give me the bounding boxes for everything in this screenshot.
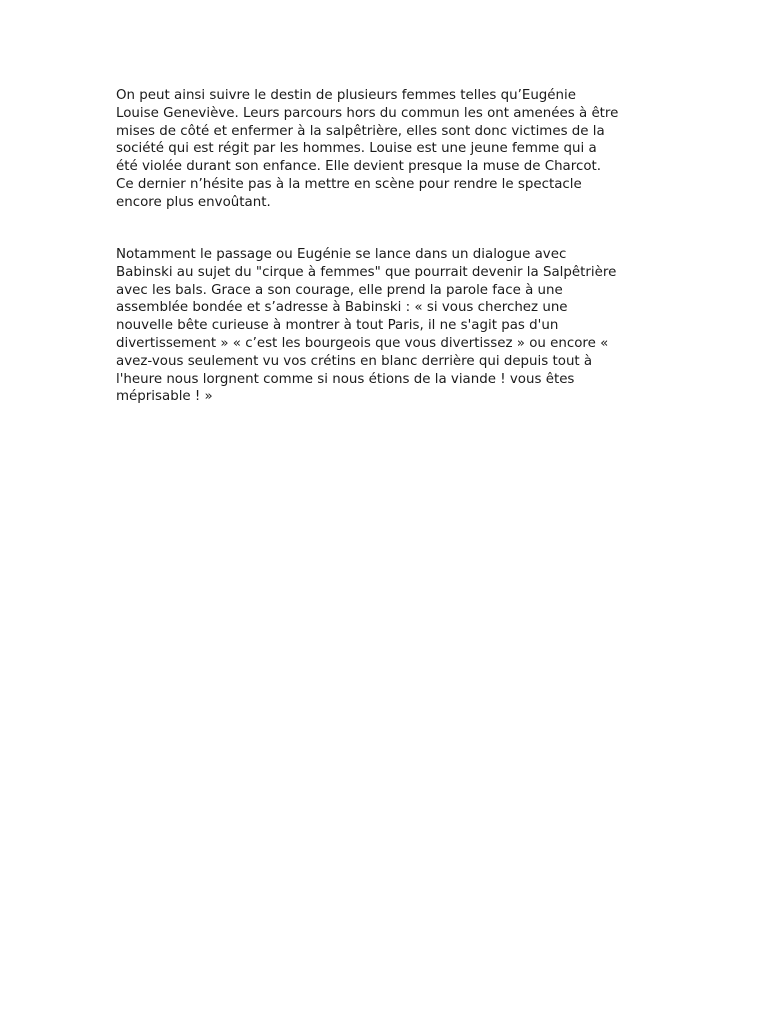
paragraph-line: l'heure nous lorgnent comme si nous étions de la viande ! vous êtes (116, 371, 575, 387)
paragraph-1 (116, 87, 656, 212)
paragraph-line: nouvelle bête curieuse à montrer à tout Paris, il ne s'agit pas d'un (116, 318, 559, 334)
paragraph-line: avez-vous seulement vu vos crétins en blanc derrière qui depuis tout à (116, 353, 593, 369)
paragraph-line: Babinski au sujet du "cirque à femmes" que pourrait devenir la Salpêtrière (116, 264, 617, 280)
paragraph-line: méprisable ! » (116, 389, 213, 405)
paragraph-line: Ce dernier n’hésite pas à la mettre en scène pour rendre le spectacle (116, 176, 582, 192)
paragraph-line: société qui est régit par les hommes. Louise est une jeune femme qui a (116, 141, 597, 157)
paragraph-line: avec les bals. Grace a son courage, elle prend la parole face à une (116, 282, 563, 298)
paragraph-line: assemblée bondée et s’adresse à Babinski : « si vous cherchez une (116, 300, 568, 316)
paragraph-line: On peut ainsi suivre le destin de plusieurs femmes telles qu’Eugénie (116, 88, 576, 103)
paragraph-line: encore plus envoûtant. (116, 194, 271, 210)
paragraph-line: divertissement » « c’est les bourgeois que vous divertissez » ou encore « (116, 335, 609, 351)
paragraph-2 (116, 246, 656, 406)
paragraph-line: mises de côté et enfermer à la salpêtrière, elles sont donc victimes de la (116, 123, 605, 139)
paragraph-line: Notamment le passage ou Eugénie se lance dans un dialogue avec (116, 247, 567, 262)
paragraph-line: été violée durant son enfance. Elle devient presque la muse de Charcot. (116, 159, 602, 175)
paragraph-line: Louise Geneviève. Leurs parcours hors du commun les ont amenées à être (116, 105, 619, 121)
